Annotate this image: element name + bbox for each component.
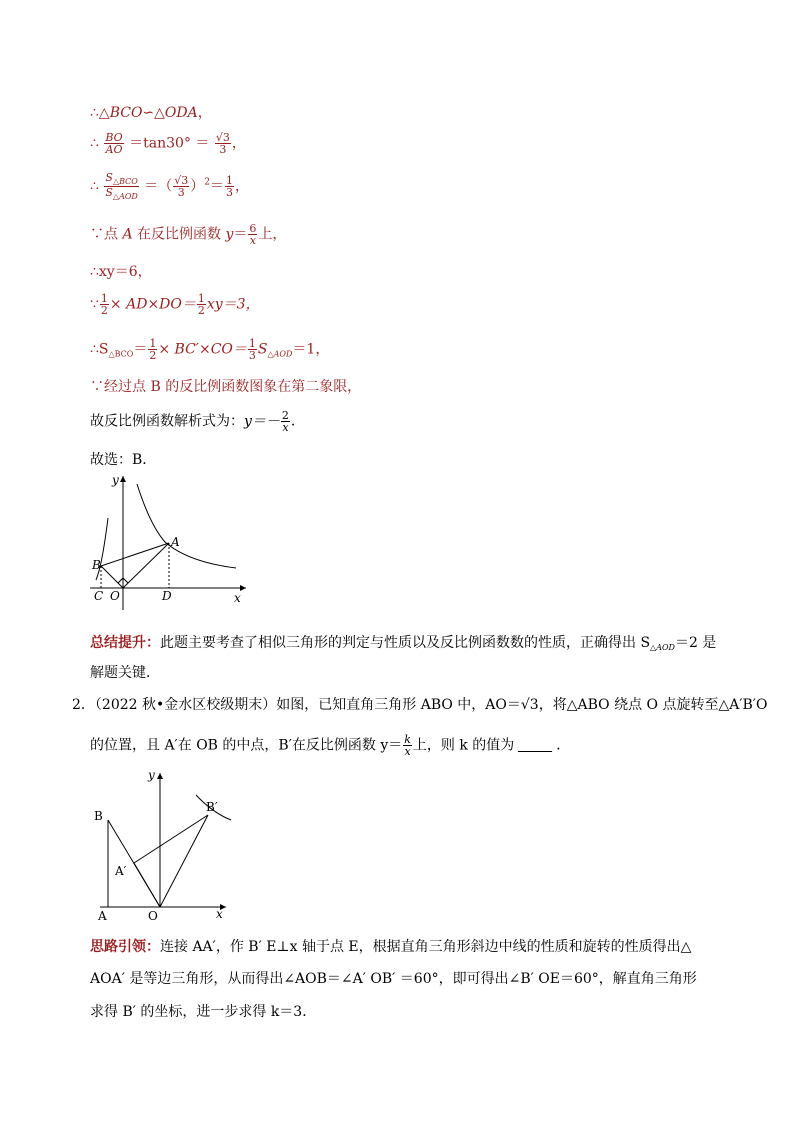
fraction [148,338,157,361]
fraction [197,293,206,316]
fraction [403,734,412,757]
text: 解题关键． [90,665,160,681]
text: ∴xy＝6， [90,264,152,280]
text: 此题主要考查了相似三角形的判定与性质以及反比例函数数的性质，正确得出 S [160,635,651,651]
text: ＝1， [292,341,330,358]
figure-1-hyperbola-diagram [88,470,258,610]
text: ， [235,178,250,195]
numerator: 1 [248,337,256,350]
solution-line-7 [90,338,329,361]
segment-OB1 [160,815,208,907]
solution-line-9 [90,410,295,433]
text: ∴ [90,178,99,195]
segment-BA [101,543,169,566]
denominator: 2 [100,304,108,317]
problem-source: （2022 秋•金水区校级期末） [94,697,277,713]
text: 连接 AA′，作 B′ E⊥x 轴于点 E，根据直角三角形斜边中线的性质和旋转的性质得出△ [160,939,692,955]
text: 上，则 k 的值为 [412,737,515,754]
text: ∴S [90,341,109,358]
text: y [225,226,234,243]
problem-number: 2． [72,697,95,713]
numerator: 1 [226,174,234,187]
denominator: x [249,234,257,247]
fraction [248,338,257,361]
text: ， [197,105,212,121]
fraction [100,293,109,316]
text: △AOD [267,349,293,359]
solution-line-10 [90,453,156,467]
fraction [281,410,290,433]
text: ， [231,135,246,152]
text: y＝－ [244,413,280,430]
text: S [257,341,268,358]
fraction [104,132,123,155]
text: ＝2 是 [674,635,717,651]
numerator: 1 [100,292,108,305]
text: ，将△ABO 绕点 O 点旋转至△A′B′O [538,697,768,713]
text: ＝ [210,178,225,195]
segment-A1B1 [134,815,208,863]
y-axis-arrow [120,476,126,482]
y-axis-arrow [157,773,163,779]
solution-line-6 [90,293,260,316]
hint-line-3 [90,1005,316,1019]
denominator: x [282,421,289,434]
text: ＝tan30° ＝ [129,135,210,152]
label-y: y [112,473,119,487]
denominator: 3 [226,186,234,199]
label-x: x [234,591,241,605]
numerator: 1 [197,292,205,305]
text: S [105,171,113,184]
text: xy＝3， [206,296,260,313]
answer-blank[interactable] [518,751,552,752]
text: 故反比例函数解析式为： [90,413,244,430]
text: 在反比例函数 [132,226,226,243]
numerator: k [404,733,411,746]
solution-line-4 [90,223,286,246]
denominator: 2 [197,304,205,317]
segment-OA [123,543,169,588]
text: A [122,226,133,243]
denominator: 3 [173,186,189,198]
fraction [173,175,189,198]
fraction [225,175,234,198]
text: △AOD [650,643,675,652]
text: ＝ [233,226,248,243]
label-B: B [94,809,103,823]
text: ． [556,737,571,754]
text: ∵经过点 B 的反比例函数图象在第二象限， [90,379,362,395]
label-O: O [110,589,120,603]
summary-label: 总结提升： [90,635,160,651]
text: BCO∽△ODA [109,105,198,121]
label-x: x [216,907,223,921]
text: 的位置，且 A′在 OB 的中点，B′在反比例函数 y＝ [90,737,403,754]
label-D: D [162,589,172,603]
text: ＝ [133,341,148,358]
solution-line-8 [90,380,361,394]
label-B: B [92,558,101,572]
solution-line-2 [90,132,246,155]
summary-line-1 [90,636,716,652]
text: . [290,413,296,430]
text: ＝（ [144,178,173,195]
label-C: C [94,589,104,603]
denominator: x [404,745,411,758]
text: ∵ [90,296,99,313]
label-B-prime: B′ [206,800,218,814]
numerator: 1 [149,337,157,350]
segment-A1O [134,863,160,907]
fraction [248,223,257,246]
numerator: 6 [249,222,257,235]
numerator: √3 [215,131,230,144]
text: S [105,186,113,199]
label-y: y [148,768,155,782]
summary-line-2 [90,666,160,680]
text: √3 [520,697,539,713]
fraction [215,132,231,155]
solution-line-1 [90,106,212,120]
text: × AD×DO＝ [109,296,196,313]
text: △BCO [112,177,138,186]
text: ） [190,178,205,195]
fraction [104,172,138,201]
text: × BC′×CO＝ [158,341,247,358]
text: 故选：B． [90,452,157,468]
text: 如图，已知直角三角形 ABO 中，AO＝ [276,697,521,713]
hint-label: 思路引领： [90,939,160,955]
text: AOA′ 是等边三角形，从而得出∠AOB＝∠A′ OB′ ＝60°，即可得出∠B′ OE＝60°，解直角三角形 [90,971,697,987]
label-A-prime: A′ [115,864,127,878]
text: 上， [258,226,287,243]
numerator: BO [105,131,123,144]
numerator: 2 [281,409,289,422]
label-A: A [171,535,180,549]
denominator: 2 [149,349,157,362]
solution-line-5 [90,265,152,279]
text: △BCO [108,349,134,359]
hint-line-1 [90,940,691,954]
text: ∵点 [90,226,123,243]
solution-line-3 [90,172,249,201]
hint-line-2 [90,972,697,986]
denominator: 3 [248,349,256,362]
figure-2-rotation-diagram [88,765,248,925]
text: △AOD [112,192,138,201]
denominator: 3 [215,143,231,155]
label-O: O [148,909,158,923]
text: ∴ [90,135,99,152]
x-axis-arrow [240,585,246,591]
problem-2-line-1 [72,698,767,712]
denominator: AO [105,143,123,156]
numerator: √3 [174,174,189,187]
text: ∴△ [90,105,110,121]
exponent: 2 [204,177,211,188]
problem-2-line-2 [90,734,570,757]
segment-BO [101,566,123,588]
label-A: A [98,909,107,923]
curve-first-quadrant [137,484,236,568]
text: 求得 B′ 的坐标，进一步求得 k＝3． [90,1004,317,1020]
